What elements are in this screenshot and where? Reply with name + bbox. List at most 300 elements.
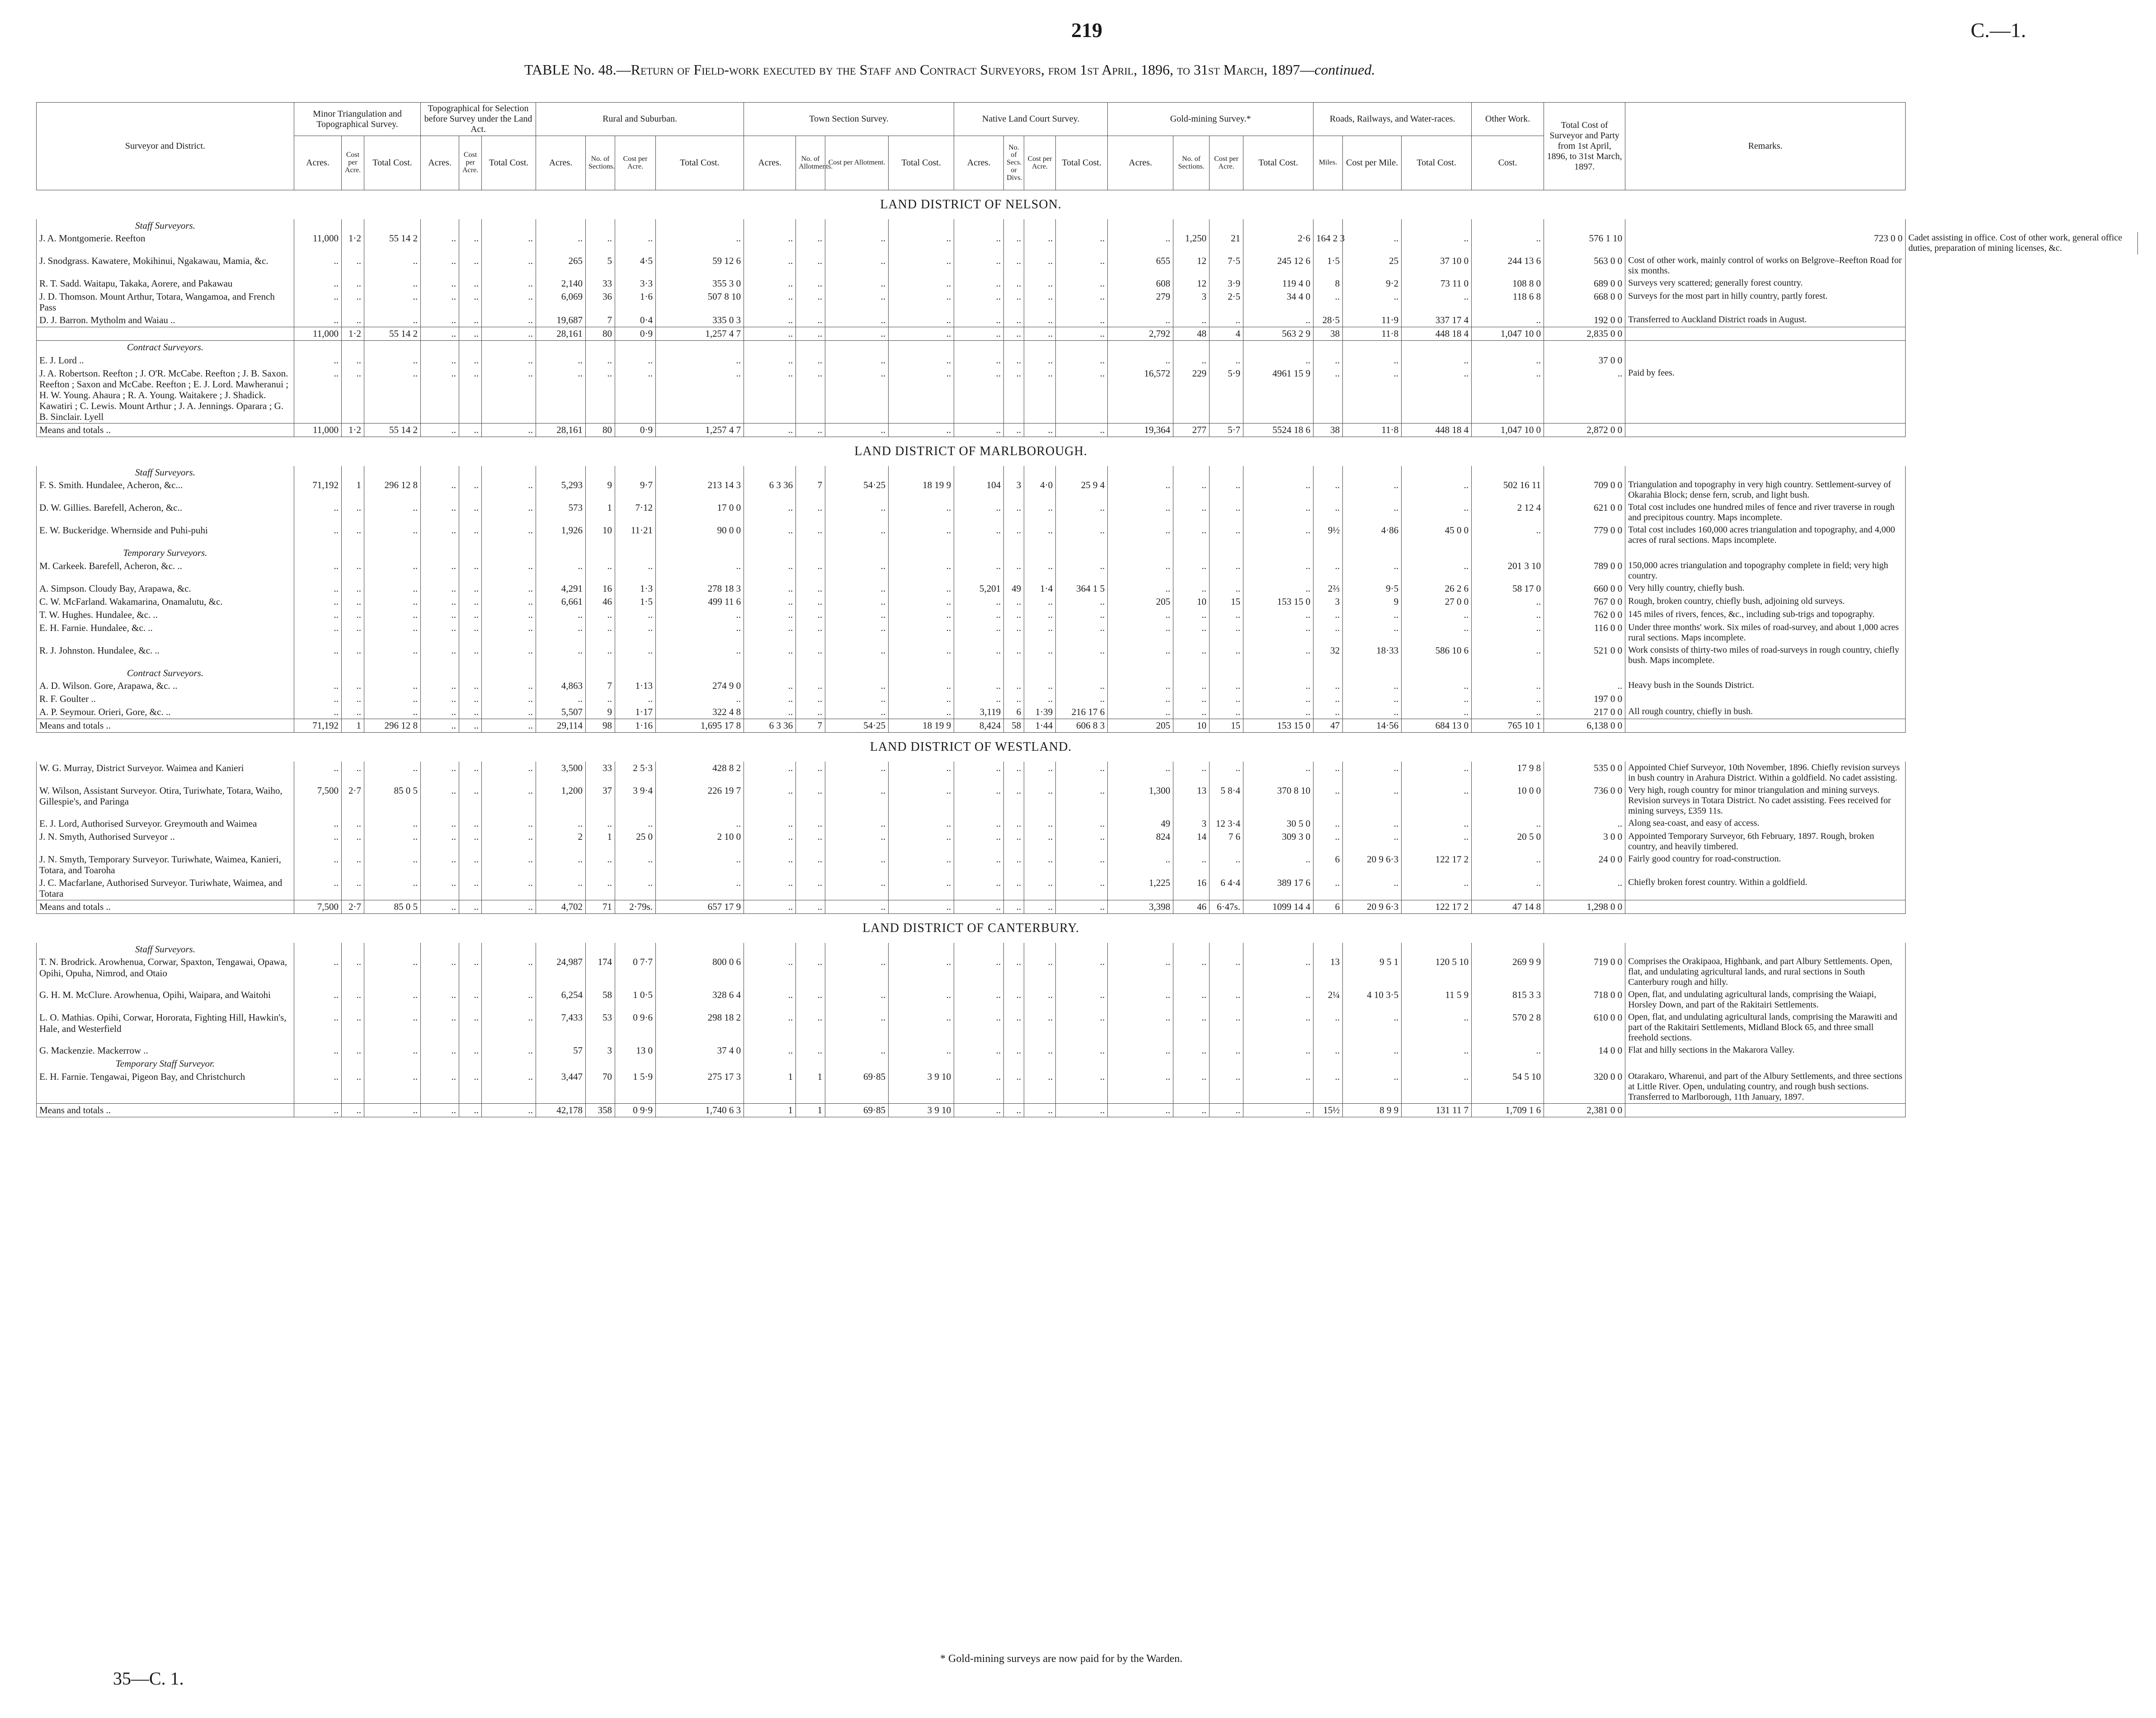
table-cell: ..: [482, 354, 536, 367]
table-cell: ..: [825, 988, 889, 1011]
surveyor-name: F. S. Smith. Hundalee, Acheron, &c...: [37, 479, 294, 501]
table-cell: ..: [586, 608, 615, 621]
table-cell: ..: [1544, 367, 1625, 424]
table-cell: ..: [459, 524, 482, 546]
table-cell: 337 17 4: [1402, 314, 1472, 327]
table-cell: ..: [421, 876, 459, 900]
remarks-cell: Along sea-coast, and easy of access.: [1625, 817, 1906, 830]
sub-cost-per-acre: Cost per Acre.: [1210, 136, 1243, 190]
table-cell: ..: [294, 817, 342, 830]
table-cell: ..: [615, 876, 656, 900]
table-cell: ..: [482, 277, 536, 290]
table-cell: 269 9 9: [1472, 955, 1544, 988]
table-cell: 655: [1108, 254, 1173, 277]
table-cell: 1,047 10 0: [1472, 327, 1544, 341]
table-cell: ..: [615, 608, 656, 621]
table-cell: 7,500: [294, 900, 342, 914]
title-suffix: continued.: [1314, 61, 1375, 78]
table-row: [37, 560, 2138, 582]
table-cell: ..: [796, 900, 825, 914]
table-cell: ..: [364, 817, 421, 830]
table-cell: ..: [1173, 314, 1210, 327]
col-roads: Roads, Railways, and Water-races.: [1313, 103, 1472, 136]
table-cell: ..: [421, 314, 459, 327]
table-cell: ..: [459, 706, 482, 719]
table-cell: ..: [294, 254, 342, 277]
table-cell: 535 0 0: [1544, 762, 1625, 784]
table-cell: ..: [1173, 560, 1210, 582]
table-cell: ..: [459, 232, 482, 254]
table-cell: ..: [954, 314, 1004, 327]
remarks-cell: Flat and hilly sections in the Makarora Valley.: [1625, 1044, 1906, 1057]
table-cell: 6: [1004, 706, 1024, 719]
table-cell: ..: [1173, 853, 1210, 876]
table-cell: ..: [1243, 853, 1313, 876]
table-cell: ..: [889, 232, 954, 254]
table-cell: ..: [954, 1011, 1004, 1044]
table-cell: 5·7: [1210, 424, 1243, 437]
table-cell: 47 14 8: [1472, 900, 1544, 914]
table-cell: ..: [364, 582, 421, 595]
table-cell: ..: [1210, 679, 1243, 692]
table-cell: ..: [364, 876, 421, 900]
table-cell: ..: [1056, 1070, 1108, 1104]
table-cell: 71: [586, 900, 615, 914]
remarks-cell: Transferred to Auckland District roads in August.: [1625, 314, 1906, 327]
remarks-cell: Open, flat, and undulating agricultural lands, comprising the Marawiti and part of the Rakitairi Settlements, Midland Block 65, and three small freehold sections.: [1625, 1011, 1906, 1044]
table-cell: ..: [364, 692, 421, 706]
table-cell: ..: [459, 955, 482, 988]
table-cell: 48: [1173, 327, 1210, 341]
table-cell: ..: [744, 784, 796, 817]
table-cell: ..: [656, 644, 744, 667]
table-cell: ..: [1108, 232, 1173, 254]
table-cell: 1 5·9: [615, 1070, 656, 1104]
table-cell: ..: [364, 290, 421, 314]
table-cell: 55 14 2: [364, 232, 421, 254]
table-cell: ..: [536, 817, 586, 830]
table-cell: 1·5: [1313, 254, 1343, 277]
table-cell: ..: [421, 595, 459, 608]
table-cell: ..: [1210, 706, 1243, 719]
table-cell: 1: [796, 1103, 825, 1117]
table-cell: ..: [1108, 1044, 1173, 1057]
table-cell: ..: [294, 314, 342, 327]
table-cell: ..: [1472, 817, 1544, 830]
table-cell: ..: [482, 784, 536, 817]
table-cell: ..: [954, 830, 1004, 853]
remarks-cell: Paid by fees.: [1625, 367, 1906, 424]
table-cell: ..: [342, 501, 364, 524]
table-cell: ..: [1472, 367, 1544, 424]
table-cell: ..: [1056, 595, 1108, 608]
sub-total-cost: Total Cost.: [656, 136, 744, 190]
table-cell: 9·5: [1343, 582, 1402, 595]
table-cell: ..: [482, 679, 536, 692]
table-cell: 229: [1173, 367, 1210, 424]
table-cell: ..: [1108, 1011, 1173, 1044]
table-cell: 3·3: [615, 277, 656, 290]
table-cell: 2·7: [342, 900, 364, 914]
table-cell: ..: [536, 644, 586, 667]
table-cell: ..: [421, 817, 459, 830]
table-cell: 6: [1313, 900, 1343, 914]
table-cell: ..: [615, 644, 656, 667]
table-cell: ..: [1024, 354, 1056, 367]
surveyor-name: L. O. Mathias. Opihi, Corwar, Hororata, Fighting Hill, Hawkin's, Hale, and Westerfield: [37, 1011, 294, 1044]
remarks-cell: Otarakaro, Wharenui, and part of the Albury Settlements, and three sections at Little River. Open, undulating country, and rough bush sections. Transferred to Marlborough, 11th January, 1897.: [1625, 1070, 1906, 1104]
table-cell: ..: [1402, 762, 1472, 784]
table-cell: ..: [1243, 479, 1313, 501]
table-cell: ..: [1056, 762, 1108, 784]
surveyor-category: Temporary Staff Surveyor.: [115, 1058, 215, 1069]
table-cell: ..: [889, 784, 954, 817]
table-cell: ..: [586, 560, 615, 582]
table-cell: ..: [421, 1070, 459, 1104]
table-cell: ..: [796, 560, 825, 582]
remarks-cell: Heavy bush in the Sounds District.: [1625, 679, 1906, 692]
table-cell: 38: [1313, 424, 1343, 437]
table-cell: 10: [1173, 595, 1210, 608]
table-cell: ..: [421, 354, 459, 367]
table-cell: 34 4 0: [1243, 290, 1313, 314]
table-cell: ..: [744, 524, 796, 546]
table-cell: ..: [364, 1044, 421, 1057]
table-cell: 1,695 17 8: [656, 719, 744, 732]
table-cell: ..: [421, 1011, 459, 1044]
table-row: [37, 354, 2138, 367]
table-cell: ..: [1343, 817, 1402, 830]
table-cell: ..: [459, 679, 482, 692]
table-cell: ..: [1108, 524, 1173, 546]
table-cell: ..: [1343, 762, 1402, 784]
surveyor-name: W. Wilson, Assistant Surveyor. Otira, Turiwhate, Totara, Waiho, Gillespie's, and Paringa: [37, 784, 294, 817]
table-cell: 364 1 5: [1056, 582, 1108, 595]
table-cell: ..: [1108, 853, 1173, 876]
table-cell: 11 5 9: [1402, 988, 1472, 1011]
table-cell: ..: [1056, 1011, 1108, 1044]
table-cell: ..: [1173, 354, 1210, 367]
table-cell: ..: [1108, 644, 1173, 667]
table-cell: ..: [796, 784, 825, 817]
table-cell: ..: [586, 232, 615, 254]
table-cell: ..: [1472, 692, 1544, 706]
table-cell: ..: [1024, 955, 1056, 988]
table-cell: 20 9 6·3: [1343, 900, 1402, 914]
table-cell: ..: [1024, 1011, 1056, 1044]
table-cell: 9 5 1: [1343, 955, 1402, 988]
table-cell: 8,424: [954, 719, 1004, 732]
table-cell: 3,447: [536, 1070, 586, 1104]
table-cell: ..: [1108, 560, 1173, 582]
table-cell: ..: [615, 853, 656, 876]
table-cell: 765 10 1: [1472, 719, 1544, 732]
table-cell: ..: [294, 608, 342, 621]
table-cell: 5 8·4: [1210, 784, 1243, 817]
table-cell: 4: [1210, 327, 1243, 341]
table-cell: 245 12 6: [1243, 254, 1313, 277]
table-cell: ..: [1024, 524, 1056, 546]
table-row: [37, 290, 2138, 314]
table-cell: 4·5: [615, 254, 656, 277]
table-cell: 4 10 3·5: [1343, 988, 1402, 1011]
table-cell: ..: [954, 853, 1004, 876]
table-cell: ..: [342, 277, 364, 290]
table-cell: ..: [825, 608, 889, 621]
table-cell: 0·9: [615, 327, 656, 341]
table-cell: 0 7·7: [615, 955, 656, 988]
table-cell: 563 2 9: [1243, 327, 1313, 341]
table-cell: ..: [1024, 314, 1056, 327]
table-cell: 54·25: [825, 479, 889, 501]
table-cell: ..: [1210, 479, 1243, 501]
surveyor-name: J. Snodgrass. Kawatere, Mokihinui, Ngakawau, Mamia, &c.: [37, 254, 294, 277]
remarks-cell: [1625, 327, 1906, 341]
table-cell: 0 9·6: [615, 1011, 656, 1044]
table-cell: ..: [1108, 479, 1173, 501]
table-cell: 46: [1173, 900, 1210, 914]
table-cell: 428 8 2: [656, 762, 744, 784]
table-cell: ..: [1004, 1044, 1024, 1057]
table-cell: ..: [459, 608, 482, 621]
table-cell: ..: [1056, 621, 1108, 644]
table-cell: ..: [1056, 1044, 1108, 1057]
table-cell: ..: [825, 367, 889, 424]
table-cell: 37 4 0: [656, 1044, 744, 1057]
surveyor-name: E. H. Farnie. Tengawai, Pigeon Bay, and Christchurch: [37, 1070, 294, 1104]
table-row: [37, 876, 2138, 900]
table-cell: ..: [1056, 424, 1108, 437]
sheet-mark: 35—C. 1.: [113, 1668, 184, 1689]
district-heading: LAND DISTRICT OF CANTERBURY.: [862, 921, 1079, 936]
district-heading: LAND DISTRICT OF NELSON.: [880, 198, 1062, 212]
table-cell: 29,114: [536, 719, 586, 732]
table-cell: 18 19 9: [889, 479, 954, 501]
table-cell: 16: [586, 582, 615, 595]
remarks-cell: Chiefly broken forest country. Within a goldfield.: [1625, 876, 1906, 900]
table-cell: ..: [1004, 900, 1024, 914]
table-cell: ..: [796, 644, 825, 667]
table-cell: ..: [954, 367, 1004, 424]
table-cell: 24,987: [536, 955, 586, 988]
table-cell: ..: [825, 621, 889, 644]
table-cell: ..: [954, 290, 1004, 314]
table-cell: ..: [1004, 524, 1024, 546]
table-cell: ..: [1173, 679, 1210, 692]
table-cell: ..: [586, 853, 615, 876]
surveyor-category: Staff Surveyors.: [135, 220, 195, 231]
table-body: [37, 190, 2138, 1117]
title-main: Return of Field-work executed by the Staff and Contract Surveyors, from 1st April, 1896, to 31st March, 1897—: [631, 61, 1315, 78]
remarks-cell: Cost of other work, mainly control of works on Belgrove–Reefton Road for six months.: [1625, 254, 1906, 277]
table-cell: ..: [1173, 706, 1210, 719]
table-cell: 0·4: [615, 314, 656, 327]
table-cell: ..: [364, 1011, 421, 1044]
table-cell: ..: [954, 817, 1004, 830]
table-cell: ..: [1313, 817, 1343, 830]
surveyor-name: J. C. Macfarlane, Authorised Surveyor. Turiwhate, Waimea, and Totara: [37, 876, 294, 900]
table-cell: 6,661: [536, 595, 586, 608]
table-cell: ..: [1004, 314, 1024, 327]
table-cell: 37 10 0: [1402, 254, 1472, 277]
col-minor-triangulation: Minor Triangulation and Topographical Survey.: [294, 103, 421, 136]
table-cell: ..: [1343, 830, 1402, 853]
table-cell: 7: [586, 679, 615, 692]
table-cell: ..: [1024, 424, 1056, 437]
col-native: Native Land Court Survey.: [954, 103, 1108, 136]
table-cell: 309 3 0: [1243, 830, 1313, 853]
table-cell: 3 9·4: [615, 784, 656, 817]
table-cell: ..: [294, 277, 342, 290]
table-cell: ..: [459, 424, 482, 437]
table-cell: ..: [482, 876, 536, 900]
table-cell: ..: [1243, 692, 1313, 706]
surveyor-name: T. N. Brodrick. Arowhenua, Corwar, Spaxton, Tengawai, Opawa, Opihi, Opuha, Nimrod, and Otaio: [37, 955, 294, 988]
table-cell: 14·56: [1343, 719, 1402, 732]
table-cell: 37: [586, 784, 615, 817]
table-cell: 7·12: [615, 501, 656, 524]
sub-acres: Acres.: [1108, 136, 1173, 190]
table-cell: 608: [1108, 277, 1173, 290]
table-cell: ..: [744, 608, 796, 621]
table-cell: ..: [586, 644, 615, 667]
document-page: [36, 18, 2156, 1709]
table-cell: ..: [889, 582, 954, 595]
table-cell: ..: [482, 327, 536, 341]
table-cell: 1·3: [615, 582, 656, 595]
table-cell: ..: [294, 621, 342, 644]
table-cell: ..: [825, 706, 889, 719]
table-cell: 174: [586, 955, 615, 988]
table-cell: 610 0 0: [1544, 1011, 1625, 1044]
table-cell: 689 0 0: [1544, 277, 1625, 290]
table-cell: ..: [796, 692, 825, 706]
table-cell: ..: [656, 817, 744, 830]
sub-no-allotments: No. of Allotments.: [796, 136, 825, 190]
table-cell: ..: [796, 501, 825, 524]
subheading-row: [37, 1057, 2138, 1070]
table-cell: 10: [1173, 719, 1210, 732]
table-cell: 606 8 3: [1056, 719, 1108, 732]
table-cell: 1: [586, 501, 615, 524]
table-cell: 80: [586, 424, 615, 437]
table-cell: 12: [1173, 277, 1210, 290]
table-cell: 4,863: [536, 679, 586, 692]
table-cell: 3,500: [536, 762, 586, 784]
table-cell: ..: [744, 595, 796, 608]
table-cell: 57: [536, 1044, 586, 1057]
table-cell: ..: [459, 817, 482, 830]
table-row: [37, 762, 2138, 784]
table-cell: 1,709 1 6: [1472, 1103, 1544, 1117]
table-cell: ..: [1343, 692, 1402, 706]
table-cell: ..: [1108, 1103, 1173, 1117]
table-cell: 762 0 0: [1544, 608, 1625, 621]
table-cell: 18 19 9: [889, 719, 954, 732]
table-cell: ..: [1056, 354, 1108, 367]
table-cell: ..: [342, 582, 364, 595]
table-cell: ..: [615, 367, 656, 424]
table-cell: 1·2: [342, 232, 364, 254]
remarks-cell: [1625, 354, 1906, 367]
table-cell: 12: [1173, 254, 1210, 277]
table-cell: ..: [1313, 354, 1343, 367]
table-cell: ..: [1108, 582, 1173, 595]
sub-cost-per-acre: Cost per Acre.: [615, 136, 656, 190]
table-cell: ..: [342, 955, 364, 988]
table-cell: 1·5: [615, 595, 656, 608]
table-cell: ..: [342, 524, 364, 546]
table-cell: ..: [1024, 621, 1056, 644]
district-heading-row: [37, 190, 2138, 220]
table-cell: 25: [1343, 254, 1402, 277]
table-cell: ..: [1313, 830, 1343, 853]
table-cell: ..: [421, 679, 459, 692]
surveyor-category: Contract Surveyors.: [127, 342, 204, 353]
table-cell: 18·33: [1343, 644, 1402, 667]
district-heading-row: [37, 437, 2138, 466]
table-cell: ..: [459, 582, 482, 595]
sub-total-cost: Total Cost.: [364, 136, 421, 190]
table-cell: ..: [364, 706, 421, 719]
table-cell: ..: [825, 327, 889, 341]
table-row: [37, 254, 2138, 277]
table-cell: ..: [1056, 1103, 1108, 1117]
table-cell: 9: [586, 706, 615, 719]
table-cell: ..: [1402, 830, 1472, 853]
table-cell: ..: [342, 692, 364, 706]
table-cell: ..: [294, 1070, 342, 1104]
table-cell: ..: [1024, 277, 1056, 290]
table-cell: ..: [744, 830, 796, 853]
table-cell: 104: [954, 479, 1004, 501]
table-cell: ..: [1056, 644, 1108, 667]
surveyor-name: A. P. Seymour. Orieri, Gore, &c. ..: [37, 706, 294, 719]
sub-acres: Acres.: [294, 136, 342, 190]
table-cell: 122 17 2: [1402, 853, 1472, 876]
table-cell: ..: [1210, 955, 1243, 988]
table-cell: 1,298 0 0: [1544, 900, 1625, 914]
col-topographical: Topographical for Selection before Survey under the Land Act.: [421, 103, 536, 136]
table-cell: ..: [1402, 1070, 1472, 1104]
remarks-cell: [1625, 424, 1906, 437]
table-cell: ..: [1313, 1011, 1343, 1044]
table-cell: ..: [364, 608, 421, 621]
table-cell: ..: [421, 582, 459, 595]
table-cell: 19,687: [536, 314, 586, 327]
table-cell: ..: [294, 706, 342, 719]
table-cell: 1 0·5: [615, 988, 656, 1011]
table-cell: 5,293: [536, 479, 586, 501]
table-cell: ..: [889, 424, 954, 437]
totals-row: [37, 1103, 2138, 1117]
table-cell: ..: [744, 955, 796, 988]
table-cell: 15: [1210, 719, 1243, 732]
table-cell: 71,192: [294, 479, 342, 501]
table-cell: ..: [825, 314, 889, 327]
table-cell: ..: [294, 1044, 342, 1057]
table-cell: ..: [364, 277, 421, 290]
table-cell: ..: [825, 354, 889, 367]
table-cell: ..: [459, 762, 482, 784]
table-cell: ..: [1402, 479, 1472, 501]
table-cell: ..: [954, 876, 1004, 900]
table-cell: ..: [421, 621, 459, 644]
table-cell: 55 14 2: [364, 327, 421, 341]
table-row: [37, 232, 2138, 254]
table-cell: ..: [825, 644, 889, 667]
table-cell: 660 0 0: [1544, 582, 1625, 595]
